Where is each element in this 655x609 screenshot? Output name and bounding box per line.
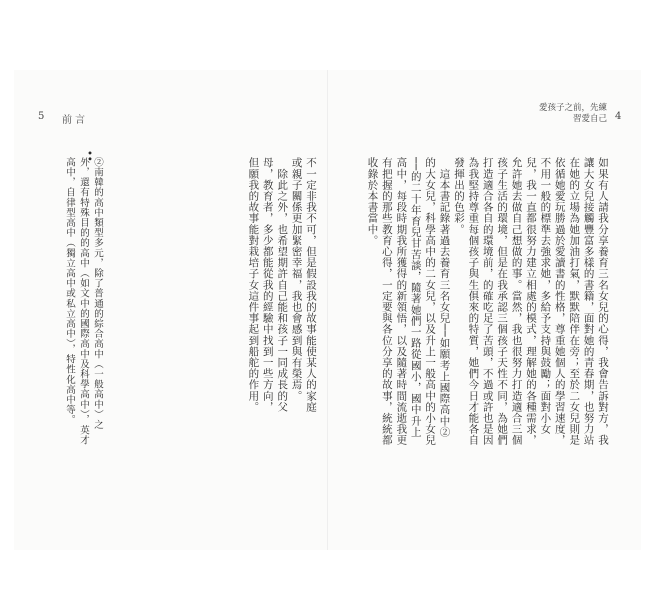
footnote: ②南韓的高中類型多元，除了普通的綜合高中（一般高中）之外，還有特殊目的的高中（如文中的國際高中及科學高中），英才高中，自律型高中（獨立高中或私立高中），特性化高中等。 [64, 157, 103, 446]
right-page-number: 4 [615, 111, 622, 122]
left-page-number: 5 [38, 111, 45, 122]
right-page-body: 如果有人請我分享養育三名女兒的心得，我會告訴對方，我讓大女兒接觸豐富多樣的書籍，面對她的青春期，也努力站在她的立場為她加油打氣，默默陪伴在旁；至於二女兒則是依循她愛玩勝過於愛讀書的性格，尊重她個人的學習速度，不用一般的標準去強求她，多給予支持與鼓勵；面對小女兒，我一直都很努力建立相處的模式，理解她的各種需求，允許她去做自己想做的事。當然，我也很努力打造適合三個孩子生活的環境，但是在我承認三個孩子天性不同，為她們打造適合各自的環境前，的確吃足了苦頭，不過或許也是因為我堅持尊重每個孩子與生俱來的特質，她們今日才能各自發揮出的色彩。 這本書記錄著過去養育三名女兒──如願考上國際高中②的大女兒，科學高中的二女兒，以及升上一般高中的小女兒──的二十年育兒甘苦談，隨著她們一路從國小，國中升上高中，每段時期我所獲得的新領悟，以及隨著時間流逝我更有把握的那些教育心得，一定要與各位分享的故事，統統都收錄於本書當中。 [366, 157, 609, 446]
page-gutter [327, 70, 328, 550]
left-page-body: 不一定非我不可，但是假設我的故事能使某人的家庭或親子關係更加緊密幸福，我也會感到與有榮焉。 除此之外，也希望期許自己能和孩子一同成長的父母，教育者，多少都能從我的經驗中找到一些方向，但願我的故事能對栽培子女這件事起到船舵的作用。 [247, 157, 317, 413]
left-running-title: 前言 [62, 115, 88, 126]
right-running-title: 愛孩子之前，先練習愛自己 [538, 103, 607, 124]
footnote-marker: •• [83, 150, 94, 162]
